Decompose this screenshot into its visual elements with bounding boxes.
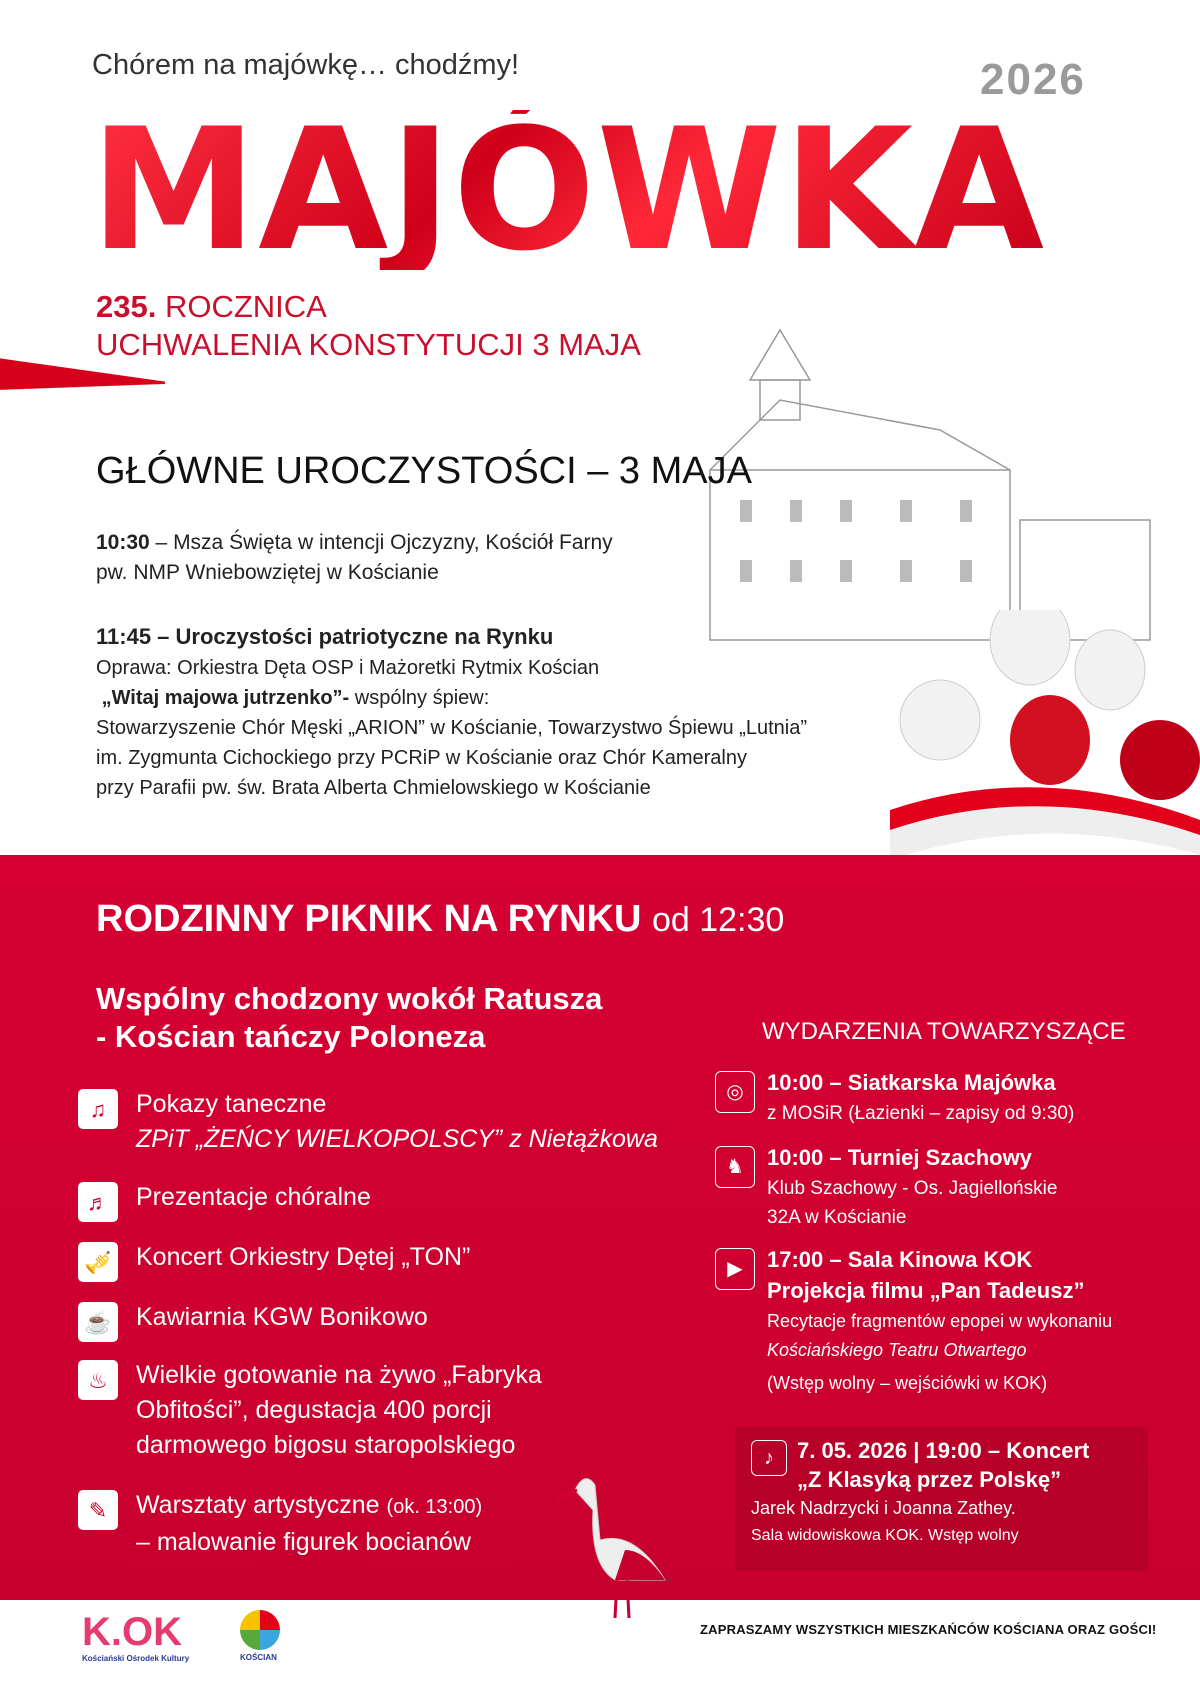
text: 7. 05. 2026 | 19:00 – Koncert [797,1438,1090,1463]
text: przy Parafii pw. św. Brata Alberta Chmielowskiego w Kościanie [96,777,651,799]
text: 10:00 – Turniej Szachowy [767,1145,1032,1170]
text: wspólny śpiew: [349,687,490,709]
picnic-time: od 12:30 [651,901,785,939]
text: Sala widowiskowa KOK. Wstęp wolny [751,1527,1019,1544]
text: „Z Klasyką przez Polskę” [797,1467,1062,1492]
text: pw. NMP Wniebowziętej w Kościanie [96,561,439,584]
year: 2026 [980,55,1086,104]
flag-ribbon [0,358,165,421]
text: Koncert Orkiestry Dętej „TON” [136,1243,471,1271]
text: Jarek Nadrzycki i Joanna Zathey. [751,1498,1016,1518]
text: im. Zygmunta Cichockiego przy PCRiP w Kościanie oraz Chór Kameralny [96,747,747,769]
picnic-item [78,1300,428,1342]
text: ZPiT „ŻEŃCY WIELKOPOLSCY” z Nietążkowa [136,1125,658,1153]
anniversary-number: 235. [96,289,157,324]
main-celebrations-heading: GŁÓWNE UROCZYSTOŚCI – 3 MAJA [96,450,752,492]
anniversary-line2: UCHWALENIA KONSTYTUCJI 3 MAJA [96,327,641,362]
logo-caption: Kościański Ośrodek Kultury [82,1654,190,1663]
text: Oprawa: Orkiestra Dęta OSP i Mażoretki Rytmix Kościan [96,657,600,679]
anniversary [96,288,641,364]
music-notes-icon: ♬ [78,1182,118,1222]
text: 10:00 – Siatkarska Majówka [767,1070,1056,1095]
side-event [715,1068,1074,1128]
koscian-logo-text: KOŚCIAN [240,1653,277,1662]
picnic-item [78,1488,482,1560]
main-title: MAJÓWKA [90,92,1046,288]
chess-icon: ♞ [715,1146,755,1188]
text: 17:00 – Sala Kinowa KOK [767,1247,1033,1272]
picnic-item [78,1240,470,1282]
invitation-text: ZAPRASZAMY WSZYSTKICH MIESZKAŃCÓW KOŚCIANA ORAZ GOŚCI! [700,1622,1157,1637]
side-event [715,1143,1057,1232]
text: - Kościan tańczy Poloneza [96,1019,486,1054]
text: darmowego bigosu staropolskiego [136,1431,516,1459]
picnic-heading [96,898,784,941]
text: – malowanie figurek bocianów [136,1528,471,1556]
text: z MOSiR (Łazienki – zapisy od 9:30) [767,1103,1075,1124]
concert-box [735,1427,1148,1571]
time: 11:45 [96,624,152,649]
program-item-mass [96,528,996,588]
text: Recytacje fragmentów epopei w wykonaniu [767,1311,1113,1331]
kok-logo [82,1610,189,1664]
tagline: Chórem na majówkę… chodźmy! [92,49,520,81]
stork-icon: ✎ [78,1490,118,1530]
picnic-item [78,1180,371,1222]
text: 32A w Kościanie [767,1207,907,1228]
trumpet-icon: 🎺 [78,1242,118,1282]
text: – Msza Święta w intencji Ojczyzny, Kościół Farny [149,531,613,554]
text: Projekcja filmu „Pan Tadeusz” [767,1278,1085,1303]
text: Wspólny chodzony wokół Ratusza [96,981,603,1016]
coffee-cup-icon: ☕ [78,1302,118,1342]
text: – Uroczystości patriotyczne na Rynku [151,624,554,649]
text: Obfitości”, degustacja 400 porcji [136,1396,492,1424]
text: Prezentacje chóralne [136,1183,371,1211]
logo-text: K.OK [82,1610,182,1654]
text: (ok. 13:00) [386,1496,483,1518]
polonaise-heading [96,980,602,1056]
text: Stowarzyszenie Chór Męski „ARION” w Kościanie, Towarzystwo Śpiewu „Lutnia” [96,717,807,739]
text: Kościańskiego Teatru Otwartego [767,1340,1027,1360]
anniversary-line1: ROCZNICA [164,289,327,324]
text: Pokazy taneczne [136,1090,327,1118]
koscian-logo [240,1610,280,1650]
text: Warsztaty artystyczne [136,1491,380,1519]
side-event [715,1245,1112,1401]
town-hall-illustration [700,320,1160,650]
picnic-item [78,1358,542,1463]
text: Klub Szachowy - Os. Jagiellońskie [767,1178,1058,1199]
time: 10:30 [96,531,150,554]
cooking-pot-icon: ♨ [78,1360,118,1400]
text: Wielkie gotowanie na żywo „Fabryka [136,1361,542,1389]
side-events-heading: WYDARZENIA TOWARZYSZĄCE [762,1018,1126,1045]
stork-illustration [555,1470,675,1620]
volleyball-icon: ◎ [715,1071,755,1113]
clapperboard-icon: ▶ [715,1248,755,1290]
text: (Wstęp wolny – wejściówki w KOK) [767,1373,1048,1393]
picnic-item [78,1087,658,1157]
dancers-icon: ♫ [78,1089,118,1129]
text: Kawiarnia KGW Bonikowo [136,1303,428,1331]
piano-icon: ♪ [751,1440,787,1476]
program-item-ceremony [96,622,996,803]
picnic-title: RODZINNY PIKNIK NA RYNKU [96,898,642,940]
song-title: „Witaj majowa jutrzenko”- [101,687,350,709]
